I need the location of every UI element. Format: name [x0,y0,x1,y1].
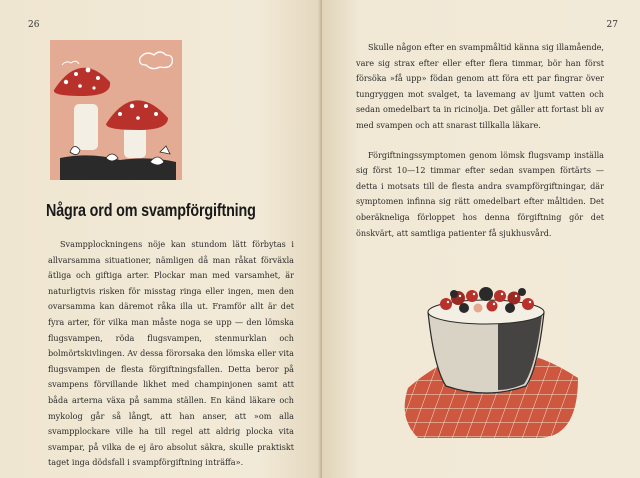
body-text-left: Svampplockningens nöje kan stundom lätt förbytas i allvarsamma situationer, nämligen då man råkat förväxla ätliga och giftiga arter. Plockar man med varsamhet, är naturligtvis risken för misstag ringa eller ingen, men den ovarsamma kan däremot råka illa ut. Framför allt är det fyra arter, för vilka man måste noga se upp — den lömska flugsvampen, röda flugsvampen, stenmurklan och bolmörtskivlingen. Av dessa förorsaka den lömska eller vita flugsvampen de flesta förgiftningsfallen. Detta beror på svampens förvillande likhet med champinjonen samt att båda arterna växa på samma ställen. En känd läkare och mykolog går så långt, att han anser, att »om alla svampplockare ville ha till regel att aldrig plocka vita svampar, på vilka de ej äro absolut säkra, skulle praktiskt taget inga dödsfall i svampförgiftning inträffa». [48,239,294,468]
body-text-right [356,40,604,255]
paragraph: Förgiftningssymptomen genom lömsk flugsvamp inställa sig först 10—12 timmar efter sedan svampen förtärts — detta i motsats till de flesta andra svampförgiftningar, där symptomen infinna sig rätt omedelbart efter måltiden. Det oberäkneliga förloppet hos denna förgiftning gör det önskvärt, att samtliga patienter få sjukhusvård. [356,149,604,238]
page-number-left: 26 [28,20,40,30]
mushroom-illustration [50,40,182,180]
bowl-of-mushrooms-illustration [388,268,588,438]
page-number-right: 27 [606,20,618,30]
page-title: Några ord om svampförgiftning [46,200,256,220]
paragraph: Skulle någon efter en svampmåltid känna sig illamående, vare sig strax efter eller efter flera timmar, bör han först försöka »få upp» födan genom att föra ett par fingrar över tungryggen mot svalget, ta lavemang av ljumt vatten och sedan omedelbart ta in ricinolja. Det gäller att fortast bli av med svampen och att snarast tillkalla läkare. [356,42,604,130]
